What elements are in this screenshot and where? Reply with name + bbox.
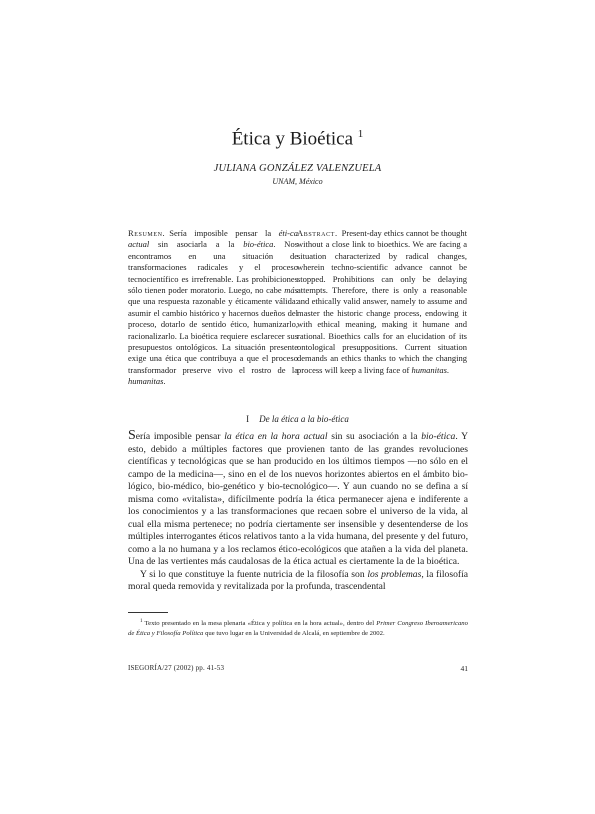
author-name: JULIANA GONZÁLEZ VALENZUELA xyxy=(213,163,382,174)
footnote-marker: 1 xyxy=(140,619,143,624)
body-paragraph xyxy=(128,569,468,594)
text-run: Texto presentado en la mesa plenaria «Ética y política en la hora actual», dentro del xyxy=(142,620,377,628)
abstract-spanish xyxy=(128,228,298,388)
text-run: . xyxy=(446,364,450,375)
body-paragraph xyxy=(128,430,468,569)
italic-run: humanitas xyxy=(128,376,164,387)
abstract-label-es: Resumen. xyxy=(128,228,166,238)
abstract-english xyxy=(297,228,467,376)
abstract-text-es xyxy=(128,228,298,386)
text-run: , la filosofía moral queda removida y revitalizada por la profunda, trascendental xyxy=(128,568,468,592)
italic-run: bio-ética xyxy=(421,431,456,442)
text-run: sin su asociación a la xyxy=(327,431,422,442)
text-run: que tuvo lugar en la Universidad de Alcalá, en septiembre de 2002. xyxy=(203,630,385,638)
italic-run: humanitas xyxy=(411,364,447,375)
running-footer: ISEGORÍA/27 (2002) pp. 41-53 xyxy=(128,664,225,672)
body-text xyxy=(128,430,468,594)
section-title: De la ética a la bio-ética xyxy=(259,414,349,424)
text-run: . Y esto, debido a múltiples factores que provienen tanto de las grandes revoluciones científicas y tecnológicas que se han producido en los últimos tiempos —no sólo en el campo de la medicina—, sino en el de los nuevos horizontes abiertos en el ámbito bio-lógico, bio-médico, bio-genético y bio-tecnológico—. Y aun cuando no se defina a sí misma como «vitalista», difícilmente podría la ética permanecer ajena e indiferente a los conocimientos y a las transformaciones que recaen sobre el universo de la vida, al cual ella misma pertenece; no podría ciertamente ser insensible y desentenderse de los múltiples interrogantes éticos relativos tanto a la vida humana, del presente y del futuro, como a la no humana y a los reclamos ético-ecológicos que atañen a la vida del planeta. Una de las vertientes más caudalosas de la ética actual es ciertamente la de la bioética. xyxy=(128,431,468,567)
initial-letter: S xyxy=(128,428,136,443)
text-run: sin asociarla a la xyxy=(149,239,244,250)
section-heading xyxy=(0,414,595,424)
italic-run: bio-ética xyxy=(243,239,274,250)
text-run: que una respuesta razonable y éticamente válida: asumir el cambio histórico y hacernos dueños del proceso, dotarlo de sentido ético, humanizarlo, racionalizarlo. La bioética requiere esclarecer sus presupuestos ontológicos. La situación presente exige una ética que contribuya a que el proceso transformador preserve vivo el rostro de la xyxy=(128,296,298,375)
italic-run: éti-ca actual xyxy=(128,228,298,250)
italic-run: más xyxy=(284,285,298,296)
text-run: Y si lo que constituye la fuente nutricia de la filosofía son xyxy=(140,568,368,580)
section-number: I xyxy=(246,414,250,424)
italic-run: Primer Congreso Iberoamericano de Ética y Filosofía Política xyxy=(128,620,468,638)
text-run: Present-day ethics cannot be thought without a close link to bioethics. We are facing a situation characterized by radical changes, wherein techno-scientific advance cannot be stopped. Prohibitions can only be delaying attempts. Therefore, there is only a reasonable and ethically valid answer, namely to assume and master the historic change process, endowing it with ethical meaning, making it humane and rational. Bioethics calls for an elucidation of its ontological presuppositions. Current situation demands an ethics thanks to which the changing process will keep a living face of xyxy=(297,228,467,375)
footnote-divider xyxy=(128,612,168,613)
italic-run: la ética en la hora actual xyxy=(224,431,328,442)
page-number: 41 xyxy=(460,664,468,673)
text-run: . xyxy=(163,376,166,387)
title-text: Ética y Bioética xyxy=(231,128,354,150)
footnote xyxy=(128,617,468,639)
text-run: ería imposible pensar xyxy=(135,431,225,442)
article-title xyxy=(0,128,595,150)
text-run: . Nos encontramos en una situación de transformaciones radicales y el proceso tecnocientífico es irrefrenable. Las prohibiciones sólo tienen poder moratorio. Luego, no cabe xyxy=(128,239,299,296)
italic-run: los problemas xyxy=(367,568,422,580)
author-affiliation: UNAM, México xyxy=(272,177,323,186)
title-footnote-mark: 1 xyxy=(357,128,364,140)
abstract-label-en: Abstract. xyxy=(297,228,338,238)
text-run: Sería imposible pensar la xyxy=(169,228,279,238)
abstract-text-en xyxy=(297,228,467,375)
